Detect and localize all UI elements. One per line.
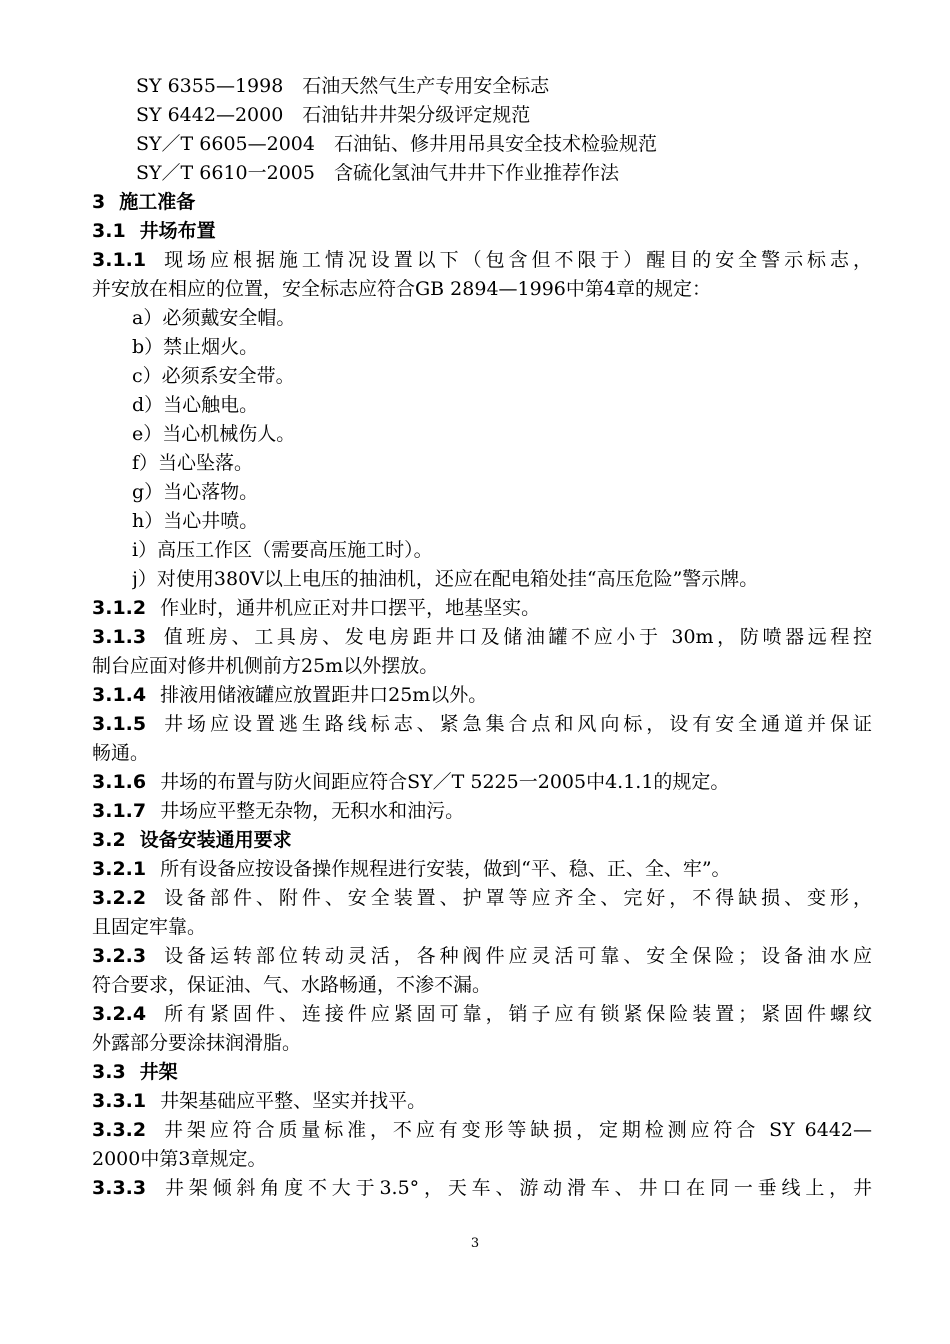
- reference-standard: SY 6355—1998 石油天然气生产专用安全标志: [136, 75, 550, 97]
- clause-3-1-1-continued: 并安放在相应的位置，安全标志应符合GB 2894—1996中第4章的规定：: [92, 278, 711, 300]
- clause-3-2-4-continued: 外露部分要涂抹润滑脂。: [92, 1032, 302, 1054]
- section-number: 3.2: [92, 829, 126, 851]
- clause-3-3-3: [92, 1174, 872, 1203]
- reference-standard: SY 6442—2000 石油钻井井架分级评定规范: [136, 104, 531, 126]
- section-heading-3-1: [92, 217, 872, 246]
- clause-3-2-2: [92, 884, 872, 913]
- clause-number: 3.3.2: [92, 1119, 147, 1141]
- clause-3-2-3-continued: 符合要求，保证油、气、水路畅通，不渗不漏。: [92, 974, 492, 996]
- clause-text: 所有紧固件、连接件应紧固可靠，销子应有锁紧保险装置；紧固件螺纹: [160, 1003, 872, 1025]
- page-number: 3: [470, 1236, 480, 1251]
- clause-3-1-4: [92, 681, 872, 710]
- clause-number: 3.2.4: [92, 1003, 147, 1025]
- clause-number: 3.2.3: [92, 945, 147, 967]
- clause-number: 3.3.1: [92, 1090, 147, 1112]
- clause-text: 井架倾斜角度不大于3.5°，天车、游动滑车、井口在同一垂线上，井: [160, 1177, 872, 1199]
- clause-text: 设备运转部位转动灵活，各种阀件应灵活可靠、安全保险；设备油水应: [160, 945, 872, 967]
- section-number: 3: [92, 191, 106, 213]
- list-item: d）当心触电。: [132, 394, 259, 416]
- clause-text: 井场应设置逃生路线标志、紧急集合点和风向标，设有安全通道并保证: [160, 713, 872, 735]
- clause-3-3-1: [92, 1087, 872, 1116]
- clause-number: 3.2.2: [92, 887, 147, 909]
- list-item: h）当心井喷。: [132, 510, 259, 532]
- clause-text: 井场的布置与防火间距应符合SY／T 5225一2005中4.1.1的规定。: [160, 771, 730, 793]
- clause-number: 3.1.4: [92, 684, 147, 706]
- clause-3-1-3-continued: 制台应面对修井机侧前方25m以外摆放。: [92, 655, 439, 677]
- section-heading-3: [92, 188, 872, 217]
- clause-3-2-3: [92, 942, 872, 971]
- clause-number: 3.1.1: [92, 249, 147, 271]
- clause-text: 井架应符合质量标准，不应有变形等缺损，定期检测应符合 SY 6442—: [160, 1119, 872, 1141]
- list-item: e）当心机械伤人。: [132, 423, 296, 445]
- clause-number: 3.1.7: [92, 800, 147, 822]
- section-number: 3.3: [92, 1061, 126, 1083]
- clause-3-1-7: [92, 797, 872, 826]
- section-title: 施工准备: [119, 191, 196, 213]
- clause-3-1-5: [92, 710, 872, 739]
- section-title: 井场布置: [139, 220, 216, 242]
- clause-3-1-1: [92, 246, 872, 275]
- clause-3-2-2-continued: 且固定牢靠。: [92, 916, 207, 938]
- clause-number: 3.1.3: [92, 626, 147, 648]
- clause-3-3-2: [92, 1116, 872, 1145]
- list-item: j）对使用380V以上电压的抽油机，还应在配电箱处挂“高压危险”警示牌。: [132, 568, 759, 590]
- section-title: 井架: [139, 1061, 178, 1083]
- clause-text: 现场应根据施工情况设置以下（包含但不限于）醒目的安全警示标志，: [160, 249, 872, 271]
- clause-text: 值班房、工具房、发电房距井口及储油罐不应小于 30m，防喷器远程控: [160, 626, 872, 648]
- clause-text: 作业时，通井机应正对井口摆平，地基坚实。: [160, 597, 541, 619]
- list-item: b）禁止烟火。: [132, 336, 259, 358]
- clause-number: 3.1.6: [92, 771, 147, 793]
- clause-text: 井场应平整无杂物，无积水和油污。: [160, 800, 465, 822]
- clause-3-1-3: [92, 623, 872, 652]
- clause-number: 3.3.3: [92, 1177, 147, 1199]
- clause-text: 井架基础应平整、坚实并找平。: [160, 1090, 427, 1112]
- list-item: f）当心坠落。: [132, 452, 254, 474]
- clause-3-1-5-continued: 畅通。: [92, 742, 150, 764]
- clause-text: 所有设备应按设备操作规程进行安装，做到“平、稳、正、全、牢”。: [160, 858, 731, 880]
- clause-3-3-2-continued: 2000中第3章规定。: [92, 1148, 267, 1170]
- clause-3-2-1: [92, 855, 872, 884]
- clause-number: 3.1.2: [92, 597, 147, 619]
- list-item: c）必须系安全带。: [132, 365, 295, 387]
- list-item: a）必须戴安全帽。: [132, 307, 296, 329]
- list-item: g）当心落物。: [132, 481, 259, 503]
- clause-3-1-6: [92, 768, 872, 797]
- section-title: 设备安装通用要求: [139, 829, 292, 851]
- clause-number: 3.2.1: [92, 858, 147, 880]
- list-item: i）高压工作区（需要高压施工时）。: [132, 539, 433, 561]
- clause-3-1-2: [92, 594, 872, 623]
- clause-text: 设备部件、附件、安全装置、护罩等应齐全、完好，不得缺损、变形，: [160, 887, 872, 909]
- clause-3-2-4: [92, 1000, 872, 1029]
- clause-number: 3.1.5: [92, 713, 147, 735]
- reference-standard: SY／T 6610一2005 含硫化氢油气井井下作业推荐作法: [136, 162, 619, 184]
- section-heading-3-3: [92, 1058, 872, 1087]
- reference-standard: SY／T 6605—2004 石油钻、修井用吊具安全技术检验规范: [136, 133, 657, 155]
- section-number: 3.1: [92, 220, 126, 242]
- section-heading-3-2: [92, 826, 872, 855]
- clause-text: 排液用储液罐应放置距井口25m以外。: [160, 684, 488, 706]
